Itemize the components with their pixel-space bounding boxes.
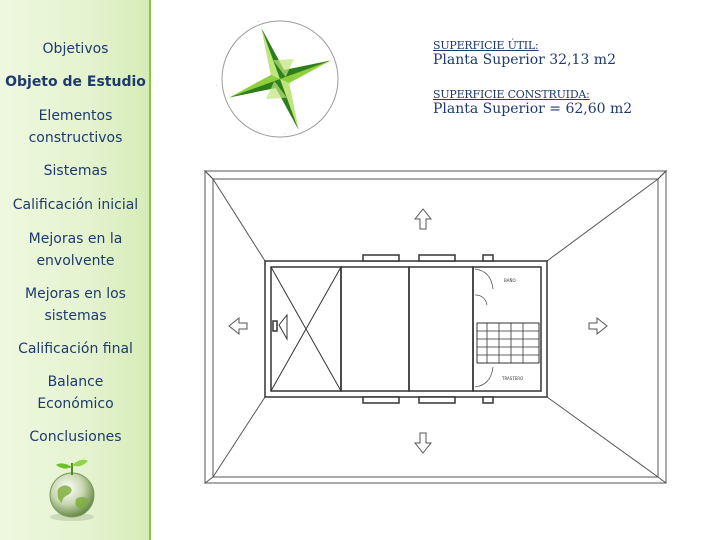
room-label-trastero: TRASTERO <box>502 376 524 381</box>
nav-mejoras-envolvente[interactable]: Mejoras en la envolvente <box>28 231 123 269</box>
built-surface <box>433 88 632 117</box>
useful-surface <box>433 39 616 68</box>
useful-surface-value: Planta Superior 32,13 m2 <box>433 52 616 68</box>
nav-conclusiones[interactable]: Conclusiones <box>29 429 122 445</box>
useful-surface-label: SUPERFICIE ÚTIL: <box>433 39 539 52</box>
arrow-up-icon <box>415 209 431 229</box>
svg-text:·: · <box>216 83 218 89</box>
nav-mejoras-sistemas[interactable]: Mejoras en los sistemas <box>25 286 126 324</box>
nav-calificacion-final[interactable]: Calificación final <box>18 341 133 357</box>
nav-calificacion-inicial[interactable]: Calificación inicial <box>12 197 139 213</box>
arrow-right-icon <box>589 318 607 334</box>
nav-sistemas[interactable]: Sistemas <box>43 163 108 179</box>
svg-text:·: · <box>284 131 286 137</box>
svg-text:·: · <box>258 19 260 25</box>
built-surface-label: SUPERFICIE CONSTRUIDA: <box>433 88 590 101</box>
globe-sprout-icon <box>36 455 108 523</box>
floor-plan <box>203 165 668 485</box>
nav-objeto-de-estudio[interactable]: Objeto de Estudio <box>5 74 146 90</box>
nav-objetivos[interactable]: Objetivos <box>42 41 109 57</box>
compass-rose-icon <box>210 15 350 140</box>
nav-elementos-constructivos[interactable]: Elementos constructivos <box>28 108 123 146</box>
sidebar <box>0 0 151 540</box>
nav-balance-economico[interactable]: Balance Económico <box>37 374 114 412</box>
built-surface-value: Planta Superior = 62,60 m2 <box>433 101 633 117</box>
arrow-left-icon <box>229 318 247 334</box>
room-label-bano: BAÑO <box>504 278 516 283</box>
arrow-down-icon <box>415 433 431 453</box>
